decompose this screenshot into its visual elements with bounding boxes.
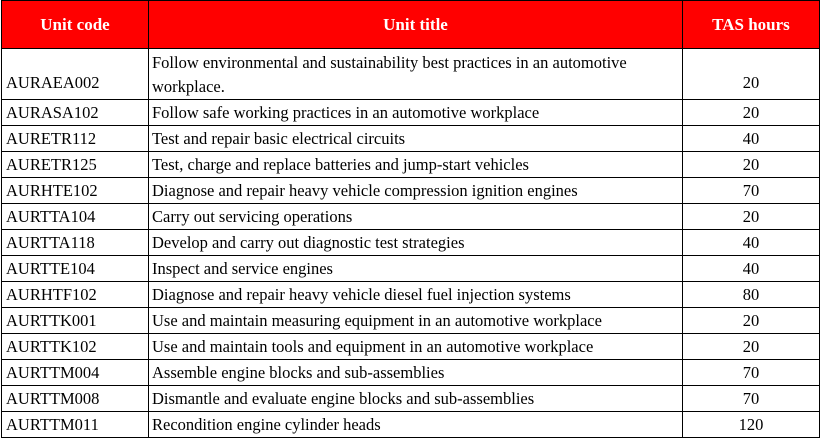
tas-hours-cell: 20: [683, 49, 820, 100]
tas-hours-cell: 20: [683, 152, 820, 178]
unit-code-cell: AURTTM008: [2, 386, 149, 412]
table-row: [2, 178, 820, 204]
table-row: [2, 308, 820, 334]
tas-hours-cell: 80: [683, 282, 820, 308]
unit-code-cell: AURTTA118: [2, 230, 149, 256]
unit-title-cell: Dismantle and evaluate engine blocks and sub-assemblies: [149, 386, 683, 412]
units-table: [1, 0, 820, 438]
unit-title-cell: Use and maintain measuring equipment in an automotive workplace: [149, 308, 683, 334]
table-row: [2, 256, 820, 282]
table-row: [2, 100, 820, 126]
unit-title-cell: Assemble engine blocks and sub-assemblies: [149, 360, 683, 386]
unit-title-cell: Carry out servicing operations: [149, 204, 683, 230]
unit-title-cell: Inspect and service engines: [149, 256, 683, 282]
tas-hours-cell: 20: [683, 204, 820, 230]
tas-hours-cell: 70: [683, 178, 820, 204]
unit-title-cell: Diagnose and repair heavy vehicle diesel fuel injection systems: [149, 282, 683, 308]
unit-code-cell: AURHTF102: [2, 282, 149, 308]
header-unit-title: Unit title: [149, 1, 683, 49]
table-row: [2, 386, 820, 412]
table-row: [2, 204, 820, 230]
header-unit-code: Unit code: [2, 1, 149, 49]
unit-title-cell: Follow environmental and sustainability best practices in an automotive workplace.: [149, 49, 683, 100]
table-row: [2, 126, 820, 152]
unit-title-cell: Develop and carry out diagnostic test strategies: [149, 230, 683, 256]
unit-code-cell: AURETR112: [2, 126, 149, 152]
unit-title-cell: Use and maintain tools and equipment in an automotive workplace: [149, 334, 683, 360]
tas-hours-cell: 120: [683, 412, 820, 438]
table-body: [2, 49, 820, 438]
tas-hours-cell: 20: [683, 308, 820, 334]
unit-code-cell: AURTTM011: [2, 412, 149, 438]
unit-title-cell: Test and repair basic electrical circuits: [149, 126, 683, 152]
unit-code-cell: AURTTK102: [2, 334, 149, 360]
table-row: [2, 152, 820, 178]
unit-code-cell: AURTTK001: [2, 308, 149, 334]
table-row: [2, 230, 820, 256]
unit-code-cell: AURAEA002: [2, 49, 149, 100]
tas-hours-cell: 40: [683, 126, 820, 152]
table-header: [2, 1, 820, 49]
table-row: [2, 49, 820, 100]
table-row: [2, 360, 820, 386]
unit-code-cell: AURTTE104: [2, 256, 149, 282]
unit-title-cell: Recondition engine cylinder heads: [149, 412, 683, 438]
tas-hours-cell: 20: [683, 100, 820, 126]
table-row: [2, 334, 820, 360]
unit-code-cell: AURTTA104: [2, 204, 149, 230]
table-row: [2, 412, 820, 438]
table-row: [2, 282, 820, 308]
unit-code-cell: AURTTM004: [2, 360, 149, 386]
tas-hours-cell: 70: [683, 360, 820, 386]
tas-hours-cell: 40: [683, 230, 820, 256]
unit-code-cell: AURETR125: [2, 152, 149, 178]
tas-hours-cell: 70: [683, 386, 820, 412]
unit-code-cell: AURHTE102: [2, 178, 149, 204]
unit-title-cell: Test, charge and replace batteries and jump-start vehicles: [149, 152, 683, 178]
tas-hours-cell: 20: [683, 334, 820, 360]
unit-title-cell: Follow safe working practices in an automotive workplace: [149, 100, 683, 126]
unit-title-cell: Diagnose and repair heavy vehicle compression ignition engines: [149, 178, 683, 204]
header-tas-hours: TAS hours: [683, 1, 820, 49]
tas-hours-cell: 40: [683, 256, 820, 282]
unit-code-cell: AURASA102: [2, 100, 149, 126]
header-row: [2, 1, 820, 49]
